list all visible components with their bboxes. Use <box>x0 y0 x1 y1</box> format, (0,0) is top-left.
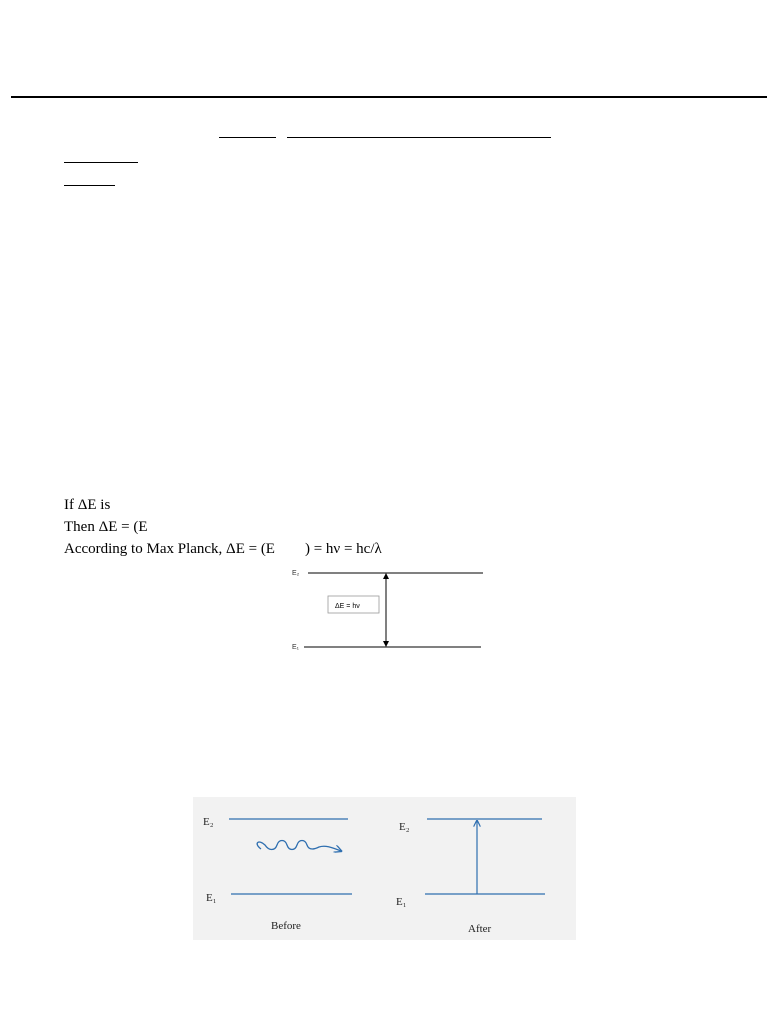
heading-blank-1 <box>64 162 138 163</box>
upper-level-label: E₂ <box>292 570 300 577</box>
after-lower-label: E₁ <box>396 896 407 908</box>
absorption-figure <box>193 797 576 940</box>
header-rule <box>11 96 767 98</box>
title-blank-1 <box>219 137 276 138</box>
title-blank-2 <box>287 137 551 138</box>
text-line-max-planck: According to Max Planck, ΔE = (E ) = hν = hc/λ <box>64 541 382 557</box>
lower-level-label: E₁ <box>292 644 300 651</box>
before-lower-label: E₁ <box>206 892 217 904</box>
after-caption: After <box>468 923 492 935</box>
energy-level-diagram <box>288 562 488 654</box>
before-caption: Before <box>271 920 301 932</box>
heading-blank-2 <box>64 185 115 186</box>
text-line-then-delta-e: Then ΔE = (E <box>64 519 148 535</box>
delta-e-box-label: ΔE = hν <box>335 603 360 610</box>
after-upper-label: E₂ <box>399 821 410 833</box>
text-line-if-delta-e: If ΔE is <box>64 497 111 513</box>
before-upper-label: E₂ <box>203 816 214 828</box>
